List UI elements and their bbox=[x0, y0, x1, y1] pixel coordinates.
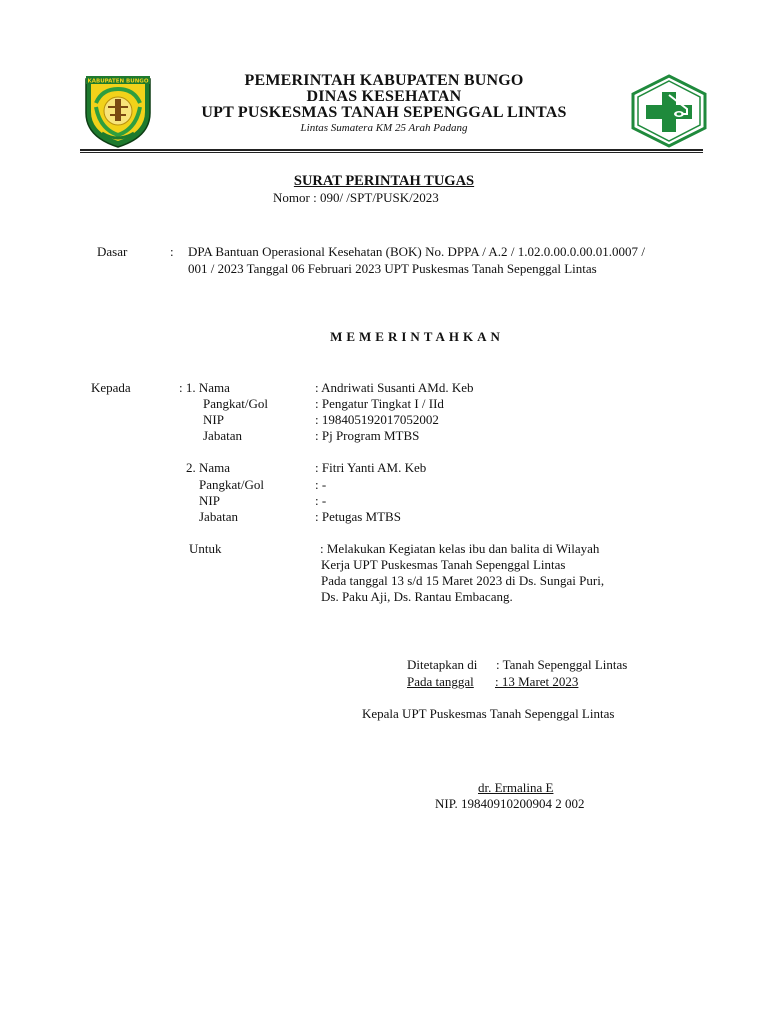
untuk-label: Untuk bbox=[189, 541, 222, 556]
person-1-pangkat: : Pengatur Tingkat I / IId bbox=[315, 396, 444, 411]
kepada-label: Kepada bbox=[91, 380, 131, 395]
person-1-nama: : Andriwati Susanti AMd. Keb bbox=[315, 380, 474, 395]
ditetapkan-value: : Tanah Sepenggal Lintas bbox=[496, 657, 628, 672]
signatory-nip: NIP. 19840910200904 2 002 bbox=[435, 796, 585, 811]
person-2-jabatan-label: Jabatan bbox=[199, 509, 238, 524]
header-divider-thick bbox=[80, 149, 703, 151]
untuk-line-3: Pada tanggal 13 s/d 15 Maret 2023 di Ds. Sungai Puri, bbox=[321, 573, 605, 588]
person-2-nama: : Fitri Yanti AM. Keb bbox=[315, 460, 427, 475]
person-2-pangkat: : - bbox=[315, 477, 327, 492]
header-department: DINAS KESEHATAN bbox=[306, 88, 462, 105]
person-2-nip-label: NIP bbox=[199, 493, 220, 508]
person-2-nama-label: 2. Nama bbox=[186, 460, 231, 475]
untuk-line-4: Ds. Paku Aji, Ds. Rantau Embacang. bbox=[321, 589, 513, 604]
person-1-nama-label: : 1. Nama bbox=[179, 380, 230, 395]
person-1-pangkat-label: Pangkat/Gol bbox=[203, 396, 268, 411]
svg-text:KABUPATEN BUNGO: KABUPATEN BUNGO bbox=[87, 78, 149, 85]
memerintahkan-heading: MEMERINTAHKAN bbox=[330, 329, 504, 344]
header-address: Lintas Sumatera KM 25 Arah Padang bbox=[300, 122, 468, 134]
tanggal-value: : 13 Maret 2023 bbox=[495, 674, 579, 689]
letter-title: SURAT PERINTAH TUGAS bbox=[293, 173, 475, 189]
signatory-name: dr. Ermalina E bbox=[478, 780, 554, 795]
untuk-line-1: : Melakukan Kegiatan kelas ibu dan balita di Wilayah bbox=[320, 541, 600, 556]
tanggal-label: Pada tanggal bbox=[407, 674, 474, 689]
header-divider-thin bbox=[80, 152, 703, 153]
ditetapkan-label: Ditetapkan di bbox=[407, 657, 478, 672]
dasar-colon: : bbox=[170, 244, 174, 259]
header-government: PEMERINTAH KABUPATEN BUNGO bbox=[244, 72, 524, 89]
person-2-jabatan: : Petugas MTBS bbox=[315, 509, 401, 524]
untuk-line-2: Kerja UPT Puskesmas Tanah Sepenggal Lintas bbox=[321, 557, 566, 572]
person-2-nip: : - bbox=[315, 493, 327, 508]
person-1-jabatan-label: Jabatan bbox=[203, 428, 242, 443]
person-1-nip-label: NIP bbox=[203, 412, 224, 427]
letter-number: Nomor : 090/ /SPT/PUSK/2023 bbox=[273, 190, 439, 205]
signatory-position: Kepala UPT Puskesmas Tanah Sepenggal Lintas bbox=[362, 706, 615, 721]
person-1-jabatan: : Pj Program MTBS bbox=[315, 428, 420, 443]
header-institution: UPT PUSKESMAS TANAH SEPENGGAL LINTAS bbox=[201, 104, 567, 121]
person-2-pangkat-label: Pangkat/Gol bbox=[199, 477, 264, 492]
dasar-label: Dasar bbox=[97, 244, 128, 259]
dasar-text: DPA Bantuan Operasional Kesehatan (BOK) No. DPPA / A.2 / 1.02.0.00.0.00.01.0007 / 001 / 2023 Tanggal 06 Februari 2023 UPT Puskesmas Tanah Sepenggal Lintas bbox=[188, 244, 645, 276]
person-1-nip: : 198405192017052002 bbox=[315, 412, 439, 427]
